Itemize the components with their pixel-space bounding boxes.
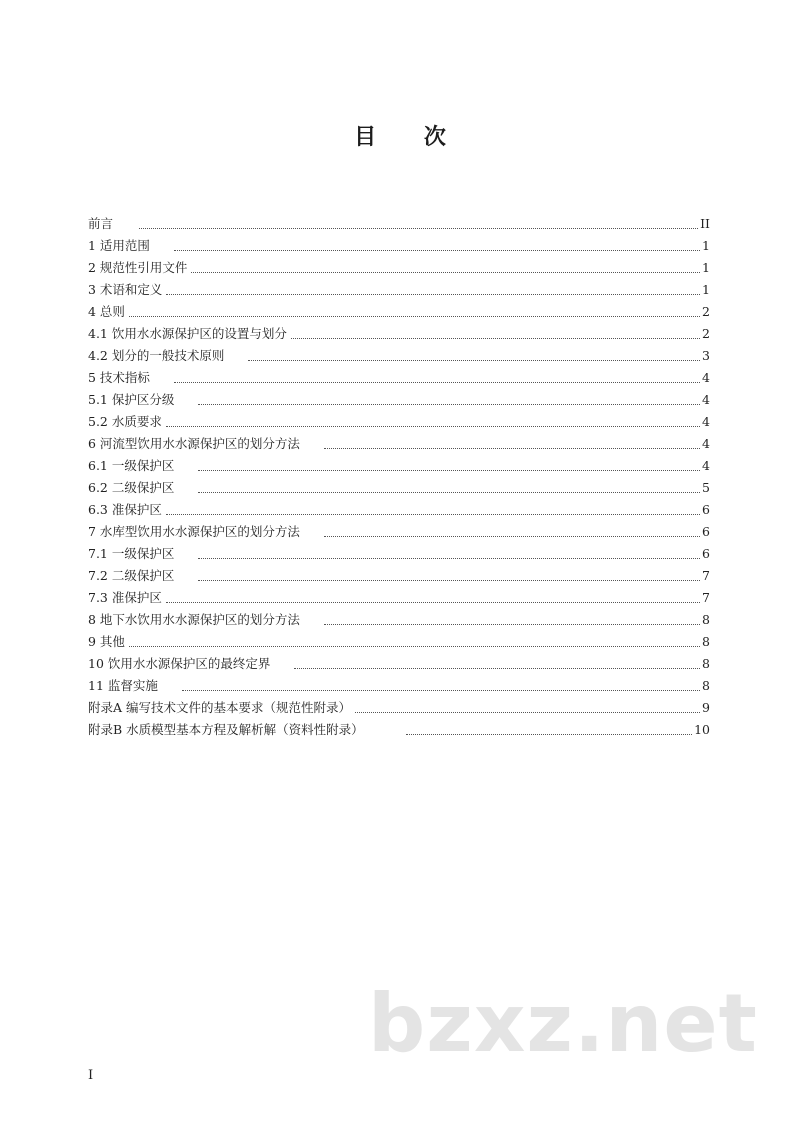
toc-leader-dots	[406, 734, 692, 735]
toc-entry-page: II	[700, 216, 710, 231]
toc-entry-page: 6	[702, 546, 710, 561]
toc-entry-label: 4.1 饮用水水源保护区的设置与划分	[88, 326, 287, 341]
toc-entry[interactable]	[88, 565, 710, 587]
toc-entry-label: 2 规范性引用文件	[88, 260, 188, 275]
toc-entry[interactable]	[88, 543, 710, 565]
toc-entry[interactable]	[88, 389, 710, 411]
toc-entry-label: 10 饮用水水源保护区的最终定界	[88, 656, 271, 671]
toc-entry-label: 前言	[88, 216, 114, 231]
toc-leader-dots	[198, 470, 700, 471]
toc-leader-dots	[166, 602, 700, 603]
toc-entry[interactable]	[88, 323, 710, 345]
toc-leader-dots	[166, 426, 700, 427]
toc-entry-label: 6.2 二级保护区	[88, 480, 175, 495]
toc-entry-page: 6	[702, 524, 710, 539]
toc-leader-dots	[291, 338, 700, 339]
toc-entry-page: 8	[702, 634, 710, 649]
toc-entry[interactable]	[88, 257, 710, 279]
toc-entry-page: 7	[702, 568, 710, 583]
toc-entry-page: 1	[702, 260, 710, 275]
toc-entry-label: 7 水库型饮用水水源保护区的划分方法	[88, 524, 300, 539]
toc-leader-dots	[198, 492, 700, 493]
toc-entry-page: 5	[702, 480, 710, 495]
toc-entry-page: 4	[702, 436, 710, 451]
toc-leader-dots	[191, 272, 700, 273]
toc-entry-page: 4	[702, 392, 710, 407]
toc-entry-label: 6.3 准保护区	[88, 502, 162, 517]
toc-entry[interactable]	[88, 279, 710, 301]
toc-entry-label: 7.2 二级保护区	[88, 568, 175, 583]
toc-entry-label: 4.2 划分的一般技术原则	[88, 348, 225, 363]
toc-entry[interactable]	[88, 433, 710, 455]
toc-entry-label: 4 总则	[88, 304, 125, 319]
toc-entry-page: 2	[702, 326, 710, 341]
toc-leader-dots	[198, 558, 700, 559]
toc-entry[interactable]	[88, 587, 710, 609]
toc-entry-label: 7.3 准保护区	[88, 590, 162, 605]
toc-entry[interactable]	[88, 719, 710, 741]
toc-entry-label: 附录A 编写技术文件的基本要求（规范性附录）	[88, 700, 352, 715]
toc-leader-dots	[129, 646, 700, 647]
page-title: 目 次	[354, 124, 466, 150]
toc-entry[interactable]	[88, 411, 710, 433]
toc-leader-dots	[248, 360, 700, 361]
toc-entry-label: 6 河流型饮用水水源保护区的划分方法	[88, 436, 300, 451]
toc-leader-dots	[139, 228, 698, 229]
toc-leader-dots	[166, 294, 700, 295]
toc-entry-label: 7.1 一级保护区	[88, 546, 175, 561]
toc-entry[interactable]	[88, 521, 710, 543]
toc-entry-label: 附录B 水质模型基本方程及解析解（资料性附录）	[88, 722, 364, 737]
toc-entry-label: 6.1 一级保护区	[88, 458, 175, 473]
toc-entry-page: 4	[702, 370, 710, 385]
table-of-contents	[88, 213, 710, 741]
toc-entry-label: 5 技术指标	[88, 370, 150, 385]
toc-leader-dots	[129, 316, 700, 317]
toc-entry[interactable]	[88, 345, 710, 367]
toc-entry-page: 3	[702, 348, 710, 363]
toc-entry[interactable]	[88, 367, 710, 389]
toc-entry-page: 8	[702, 656, 710, 671]
toc-entry-label: 5.2 水质要求	[88, 414, 162, 429]
toc-leader-dots	[166, 514, 700, 515]
toc-entry-page: 1	[702, 238, 710, 253]
toc-entry-page: 10	[694, 722, 710, 737]
toc-entry[interactable]	[88, 499, 710, 521]
toc-entry-label: 1 适用范围	[88, 238, 150, 253]
toc-entry[interactable]	[88, 455, 710, 477]
toc-leader-dots	[355, 712, 700, 713]
watermark: bzxz.net	[368, 977, 758, 1070]
toc-entry-page: 4	[702, 414, 710, 429]
toc-leader-dots	[324, 536, 700, 537]
toc-entry-page: 8	[702, 612, 710, 627]
toc-entry[interactable]	[88, 675, 710, 697]
toc-leader-dots	[198, 404, 700, 405]
toc-entry[interactable]	[88, 301, 710, 323]
toc-entry-label: 11 监督实施	[88, 678, 158, 693]
toc-entry[interactable]	[88, 609, 710, 631]
toc-entry-label: 5.1 保护区分级	[88, 392, 175, 407]
page-number: I	[88, 1068, 94, 1083]
toc-leader-dots	[174, 250, 700, 251]
toc-leader-dots	[324, 624, 700, 625]
toc-entry-page: 7	[702, 590, 710, 605]
toc-leader-dots	[324, 448, 700, 449]
toc-entry-page: 1	[702, 282, 710, 297]
toc-entry-label: 8 地下水饮用水水源保护区的划分方法	[88, 612, 300, 627]
toc-entry-page: 8	[702, 678, 710, 693]
toc-entry-page: 6	[702, 502, 710, 517]
toc-entry[interactable]	[88, 697, 710, 719]
toc-leader-dots	[294, 668, 700, 669]
toc-entry-label: 3 术语和定义	[88, 282, 163, 297]
toc-entry[interactable]	[88, 213, 710, 235]
toc-entry[interactable]	[88, 235, 710, 257]
toc-entry[interactable]	[88, 631, 710, 653]
toc-entry-page: 9	[702, 700, 710, 715]
toc-entry[interactable]	[88, 477, 710, 499]
toc-leader-dots	[198, 580, 700, 581]
toc-entry-label: 9 其他	[88, 634, 125, 649]
toc-leader-dots	[174, 382, 700, 383]
toc-entry-page: 2	[702, 304, 710, 319]
toc-entry-page: 4	[702, 458, 710, 473]
toc-leader-dots	[182, 690, 700, 691]
toc-entry[interactable]	[88, 653, 710, 675]
